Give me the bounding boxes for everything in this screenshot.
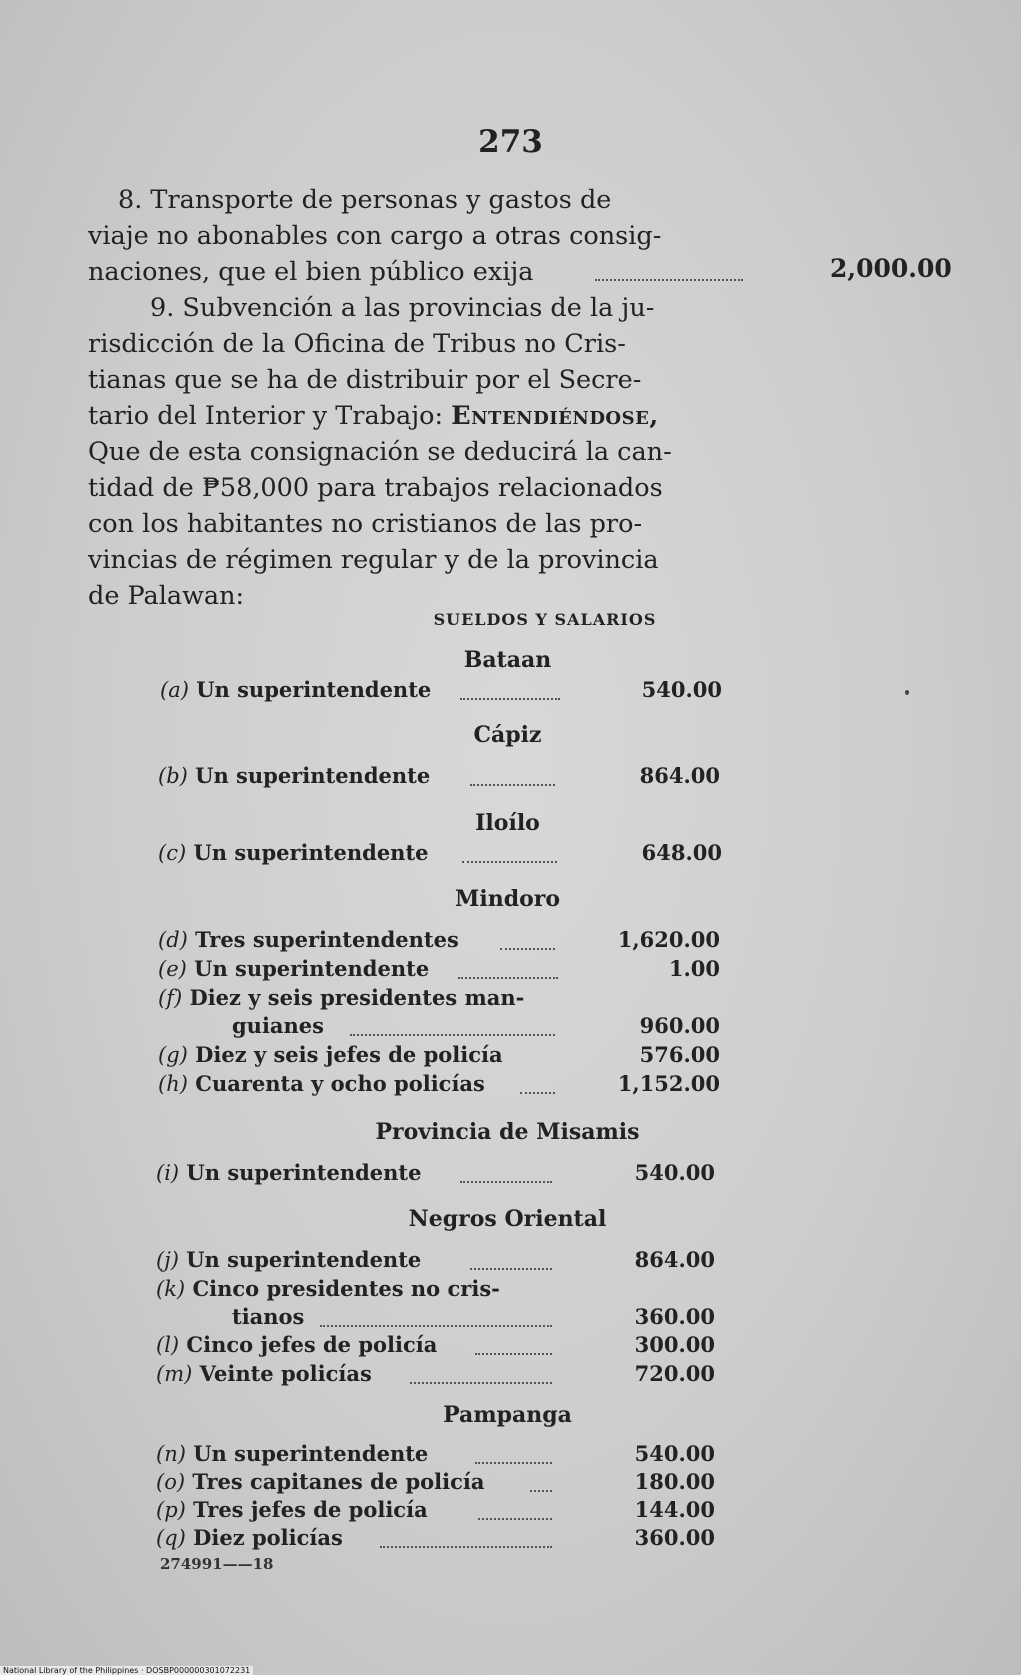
heading-iloilo: Iloílo <box>475 810 540 836</box>
item8-line-3: naciones, que el bien público exija <box>88 257 534 287</box>
item-p-letter: (p) <box>156 1498 186 1522</box>
item-b-leader <box>470 784 555 786</box>
item-d-amount: 1,620.00 <box>617 927 720 952</box>
item-m-leader <box>410 1382 552 1384</box>
item-m-label: Veinte policías <box>199 1361 372 1386</box>
item9-line-6: tidad de ₱58,000 para trabajos relacionados <box>88 473 663 503</box>
section-title: SUELDOS Y SALARIOS <box>433 610 657 629</box>
item-g <box>158 1042 503 1067</box>
item-m-letter: (m) <box>156 1362 193 1386</box>
item-o-leader <box>530 1490 552 1492</box>
item-f <box>158 985 524 1010</box>
item-l-letter: (l) <box>156 1333 180 1357</box>
item-e-letter: (e) <box>158 957 187 981</box>
item-h <box>158 1071 485 1096</box>
item-l-leader <box>475 1353 552 1355</box>
item-j <box>156 1247 421 1272</box>
item-k-leader <box>320 1325 552 1327</box>
item-l <box>156 1332 437 1357</box>
item-i <box>156 1160 421 1185</box>
item-p-leader <box>478 1518 552 1520</box>
item-p <box>156 1497 428 1522</box>
item-j-label: Un superintendente <box>186 1247 422 1272</box>
item9-line-4 <box>88 398 659 434</box>
item-a-letter: (a) <box>160 678 189 702</box>
item-f-label-cont: guianes <box>232 1013 324 1038</box>
item-d <box>158 927 459 952</box>
item9-line-2: risdicción de la Oficina de Tribus no Cris- <box>88 329 626 359</box>
item-i-label: Un superintendente <box>186 1160 422 1185</box>
item-e-amount: 1.00 <box>668 956 720 981</box>
item-c-letter: (c) <box>158 841 187 865</box>
item-p-label: Tres jefes de policía <box>193 1497 428 1522</box>
item-i-letter: (i) <box>156 1161 180 1185</box>
item-k <box>156 1276 500 1301</box>
item-o-letter: (o) <box>156 1470 186 1494</box>
heading-pampanga: Pampanga <box>443 1402 572 1428</box>
item-c-label: Un superintendente <box>193 840 429 865</box>
item-l-label: Cinco jefes de policía <box>186 1332 438 1357</box>
heading-bataan: Bataan <box>463 647 552 673</box>
item-h-amount: 1,152.00 <box>617 1071 720 1096</box>
item-h-label: Cuarenta y ocho policías <box>195 1071 485 1096</box>
item-f-letter: (f) <box>158 986 183 1010</box>
item9-line-7: con los habitantes no cristianos de las pro- <box>88 509 643 539</box>
item-f-leader <box>350 1034 555 1036</box>
item-e-label: Un superintendente <box>194 956 430 981</box>
item9-line-4-text: tario del Interior y Trabajo: <box>88 401 444 431</box>
item-n-letter: (n) <box>156 1442 186 1466</box>
item8-line-2: viaje no abonables con cargo a otras consig- <box>88 221 662 251</box>
item-b <box>158 763 430 788</box>
item-c-amount: 648.00 <box>641 840 722 865</box>
item-f-label: Diez y seis presidentes man- <box>189 985 525 1010</box>
item9-line-5: Que de esta consignación se deducirá la can- <box>88 437 672 467</box>
item-b-letter: (b) <box>158 764 188 788</box>
heading-capiz: Cápiz <box>473 722 542 748</box>
heading-misamis: Provincia de Misamis <box>375 1119 640 1145</box>
library-watermark-strip: National Library of the Philippines · DOSBP000000301072231 <box>0 1666 253 1675</box>
item-c <box>158 840 429 865</box>
item-q <box>156 1525 343 1550</box>
item-g-amount: 576.00 <box>639 1042 720 1067</box>
item8-line-1: 8. Transporte de personas y gastos de <box>118 185 612 215</box>
item8-leader <box>595 279 743 281</box>
item-o <box>156 1469 485 1494</box>
item-i-leader <box>460 1181 552 1183</box>
item-j-amount: 864.00 <box>634 1247 715 1272</box>
item-k-label: Cinco presidentes no cris- <box>192 1276 500 1301</box>
item-d-leader <box>500 948 555 950</box>
item-n <box>156 1441 428 1466</box>
item-i-amount: 540.00 <box>634 1160 715 1185</box>
item-j-leader <box>470 1268 552 1270</box>
item-a-label: Un superintendente <box>196 677 432 702</box>
item-p-amount: 144.00 <box>634 1497 715 1522</box>
item-l-amount: 300.00 <box>634 1332 715 1357</box>
item-a-leader <box>460 698 560 700</box>
item-g-label: Diez y seis jefes de policía <box>195 1042 503 1067</box>
item-c-leader <box>462 861 557 863</box>
item-b-label: Un superintendente <box>195 763 431 788</box>
item-k-letter: (k) <box>156 1277 186 1301</box>
item-o-amount: 180.00 <box>634 1469 715 1494</box>
item-m <box>156 1361 372 1386</box>
item-h-leader <box>520 1092 555 1094</box>
heading-mindoro: Mindoro <box>454 886 561 912</box>
item9-line-3: tianas que se ha de distribuir por el Secre- <box>88 365 642 395</box>
item-q-letter: (q) <box>156 1526 186 1550</box>
item-q-label: Diez policías <box>193 1525 343 1550</box>
item-h-letter: (h) <box>158 1072 188 1096</box>
item9-smallcaps-word: Entendiéndose, <box>451 401 659 431</box>
item-g-letter: (g) <box>158 1043 188 1067</box>
item-d-label: Tres superintendentes <box>195 927 459 952</box>
item-n-amount: 540.00 <box>634 1441 715 1466</box>
item-n-label: Un superintendente <box>193 1441 429 1466</box>
dust-speck <box>905 690 909 695</box>
item-k-label-cont: tianos <box>232 1304 305 1329</box>
item-f-amount: 960.00 <box>639 1013 720 1038</box>
printer-code: 274991——18 <box>160 1555 274 1573</box>
item-n-leader <box>475 1462 552 1464</box>
item-a <box>160 677 431 702</box>
item9-line-1: 9. Subvención a las provincias de la ju- <box>150 293 655 323</box>
item-q-leader <box>380 1546 552 1548</box>
item9-line-9: de Palawan: <box>88 581 245 611</box>
item-q-amount: 360.00 <box>634 1525 715 1550</box>
item-k-amount: 360.00 <box>634 1304 715 1329</box>
item-b-amount: 864.00 <box>639 763 720 788</box>
item-o-label: Tres capitanes de policía <box>192 1469 485 1494</box>
page-number: 273 <box>478 124 543 160</box>
item-d-letter: (d) <box>158 928 188 952</box>
item8-amount: 2,000.00 <box>830 254 952 283</box>
item-e-leader <box>458 977 558 979</box>
item-e <box>158 956 429 981</box>
item-a-amount: 540.00 <box>641 677 722 702</box>
item-m-amount: 720.00 <box>634 1361 715 1386</box>
item9-line-8: vincias de régimen regular y de la provincia <box>88 545 659 575</box>
heading-negros: Negros Oriental <box>408 1206 607 1232</box>
item-j-letter: (j) <box>156 1248 179 1272</box>
